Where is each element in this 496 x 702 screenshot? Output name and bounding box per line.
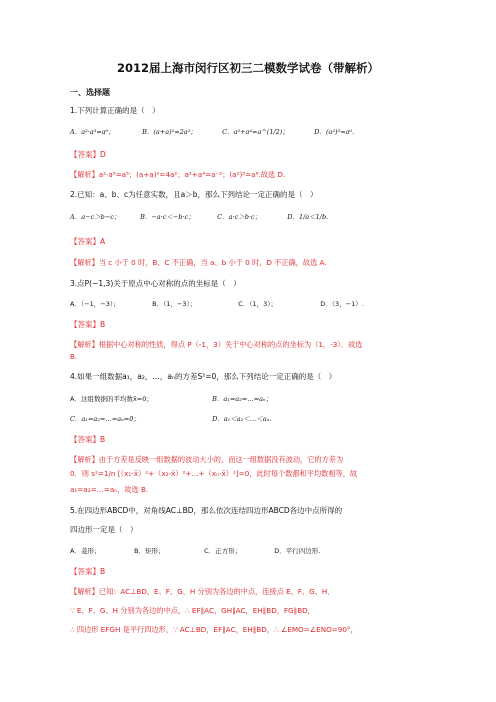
q4-options-row1 [70,394,272,404]
q3-answer: 【答案】B [70,320,106,329]
q2-stem: 2.已知：a、b、c为任意实数，且a＞b，那么下列结论一定正确的是（ ） [70,190,318,199]
q5-stem-line2: 四边形一定是（ ） [70,525,138,534]
q3-option-b: B．（1，−3）； [152,300,197,308]
q1-options [70,127,354,137]
q2-option-d: D．1/a＜1/b. [287,213,329,221]
q5-stem-line1: 5.在四边形ABCD中，对角线AC⊥BD，那么依次连结四边形ABCD各边中点所得的 [70,506,343,515]
q4-options-row2 [70,414,271,424]
q2-explanation: 【解析】当 c 小于 0 时，B、C 不正确，当 a、b 小于 0 时，D 不正确，故选 A. [70,258,327,267]
q5-explanation-line3: ∴ 四边形 EFGH 是平行四边形，∵ AC⊥BD，EF∥AC，EH∥BD，∴ ∠EMO=∠ENO=90°， [70,625,358,634]
q1-answer: 【答案】D [70,150,106,159]
q3-explanation-line1: 【解析】根据中心对称的性质，得点 P（-1，3）关于中心对称的点的坐标为（1，-3）．故选 [70,340,363,349]
q5-option-b: B．矩形； [134,547,165,555]
q5-option-d: D．平行四边形. [274,547,321,555]
q3-explanation-line2: B. [70,352,78,361]
section-heading: 一、选择题 [70,88,110,97]
q1-stem: 1.下列计算正确的是（ ） [70,106,160,115]
q5-explanation-line2: ∵ E、F、G、H 分别为各边的中点，∴ EF∥AC，GH∥AC，EH∥BD，FG∥BD， [70,606,315,615]
q3-option-d: D．（3，−1）. [320,300,364,308]
q2-answer: 【答案】A [70,237,106,246]
q4-explanation-line3: a₁=a₂=…=aₙ，故选 B. [70,485,149,494]
q2-option-c: C．a·c＞b·c； [217,213,262,221]
q4-explanation-line1: 【解析】由于方差是反映一组数据的波动大小的，而这一组数据没有波动，它的方差为 [70,455,344,464]
q4-stem: 4.如果一组数据a₁，a₂，…，aₙ的方差S²=0，那么下列结论一定正确的是（ ） [70,372,337,381]
q5-options [70,546,320,556]
q4-option-b: B．a₁=a₂=…=aₙ； [212,395,273,403]
q5-answer: 【答案】B [70,567,106,576]
q4-option-d: D．a₁＜a₂＜…＜aₙ. [212,415,272,423]
q1-option-c: C．a²+a⁴=a^(1/2)； [222,128,289,136]
q1-option-b: B．(a+a)²=2a²； [142,128,197,136]
q1-option-d: D．(a²)³=a⁶. [314,128,355,136]
document-title: 2012届上海市闵行区初三二模数学试卷（带解析） [116,61,379,75]
q4-answer: 【答案】B [70,435,106,444]
q4-explanation-line2: 0．则 s²=1/n [（x₁-x̄）²+（x₂-x̄）²+…+（xₙ-x̄）²]=0，此时每个数都和平均数相等，故 [70,469,358,478]
q2-options [70,212,328,222]
q4-option-c: C．a₁=a₂=…=aₙ=0； [70,415,140,423]
q5-option-a: A．菱形； [70,547,101,555]
q3-option-c: C．（1，3）； [238,300,277,308]
q1-explanation: 【解析】a²·a³=a⁵；(a+a)²=4a²；a²+a⁴=a⁻²；(a²)³=a⁶.故选 D. [70,170,286,179]
q2-option-a: A．a−c＞b−c； [70,213,121,221]
q3-option-a: A．（−1，−3）； [70,300,120,308]
q1-option-a: A．a²·a³=a⁶； [70,128,115,136]
q5-explanation-line1: 【解析】已知：AC⊥BD，E、F、G、H 分别为各边的中点，连接点 E、F、G、H． [70,587,335,596]
q3-options [70,299,364,309]
q4-option-a: A．这组数据的平均数x̄=0； [70,395,153,403]
q3-stem: 3.点P(−1,3)关于原点中心对称的点的坐标是（ ） [70,279,241,288]
q5-option-c: C．正方形； [204,547,242,555]
q2-option-b: B．−a·c＜−b·c； [140,213,195,221]
